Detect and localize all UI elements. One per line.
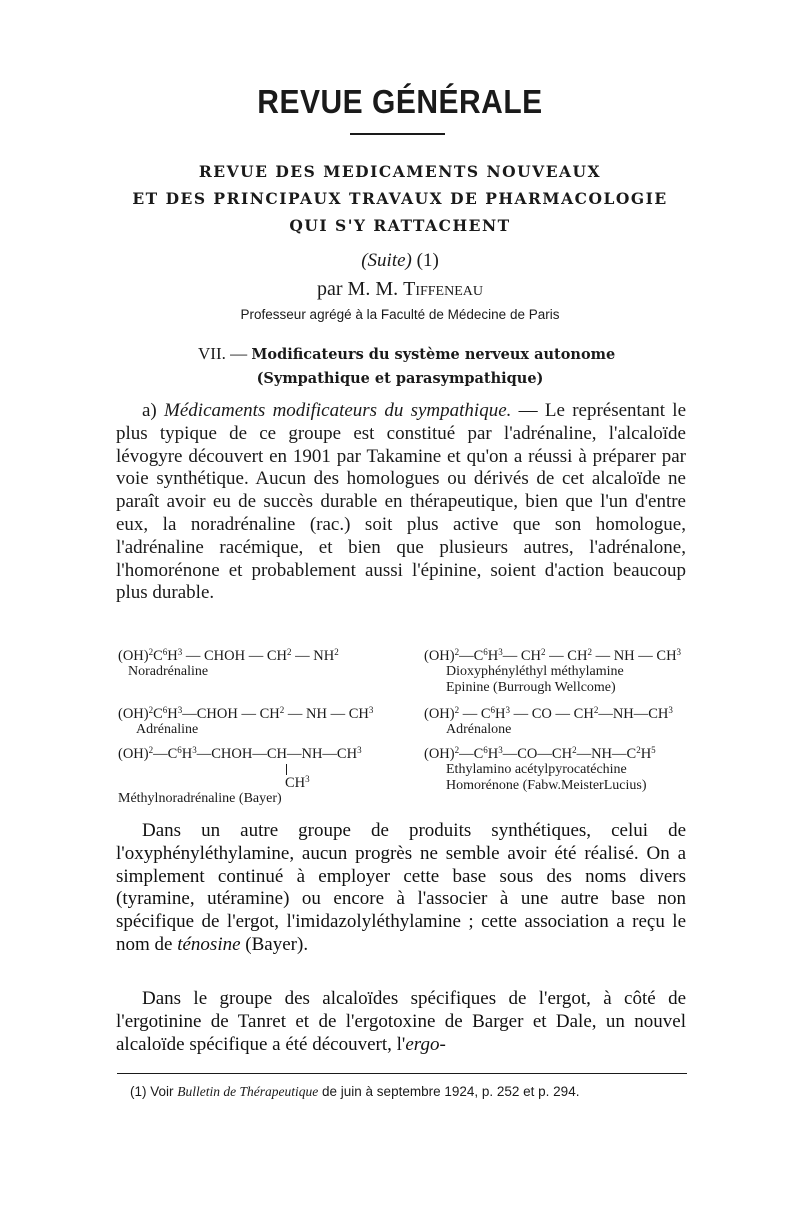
para1-lead: a) (142, 400, 157, 421)
section-title: Modificateurs du système nerveux autonome (251, 346, 616, 363)
para1-italic-heading: Médicaments modificateurs du sympathique. (164, 400, 512, 421)
formula-name: Ethylamino acétylpyrocatéchine (446, 762, 627, 777)
formula-name: Méthylnoradrénaline (Bayer) (118, 791, 282, 806)
formula-name: Dioxyphényléthyl méthylamine (446, 664, 624, 679)
para1-body: — Le représentant le plus typique de ce groupe est constitué par l'adrénaline, l'alcaloïde lévogyre découvert en 1901 par Takamine et qu'on a réussi à préparer par voie synthétique. Aucun des homologues ou dérivés de cet alcaloïde ne paraît avoir eu de succès durable en thérapeutique, bien que l'un d'entre eux, la noradrénaline (rac.) soit plus active que son homologue, l'adrénaline racémique, et bien que plusieurs autres, l'adrénalone, l'homorénone et probablement aussi l'épinine, soient d'action beaucoup plus durable. (116, 400, 687, 604)
footnote-mark: (1) (130, 1084, 147, 1099)
formula-noradrenaline: $(OH)^2C^6H^3$ — CHOH — $CH^2$ — $NH^2$ Noradrénaline (118, 647, 339, 679)
bond-line (286, 764, 287, 775)
formula-name: Homorénone (Fabw.MeisterLucius) (446, 778, 647, 793)
affiliation: Professeur agrégé à la Faculté de Médecine de Paris (240, 307, 560, 322)
formula-name: Epinine (Burrough Wellcome) (446, 680, 616, 695)
formula-name: Noradrénaline (128, 664, 209, 679)
para2-italic: ténosine (177, 933, 241, 955)
para2-body: Dans un autre groupe de produits synthétiques, celui de l'oxyphényléthylamine, aucun progrès ne semble avoir été réalisé. On a simplement continué à employer cette base sous des noms divers (tyramine, utéramine) ou encore à l'associer à une autre base non spécifique de l'ergot, l'imidazolyléthylamine ; cette association a reçu le nom de (116, 820, 686, 955)
formula-epinine: $(OH)^2—C^6H^3—$ $CH^2$ — $CH^2$ — NH — $CH^3$ Dioxyphényléthyl méthylamine Epinine (Burrough Wellcome) (424, 647, 682, 695)
page-title: REVUE GÉNÉRALE (257, 83, 543, 121)
subtitle-line-2: ET DES PRINCIPAUX TRAVAUX DE PHARMACOLOGIE (132, 189, 668, 208)
footnote-text: Voir (150, 1084, 178, 1099)
suite-line (0, 250, 800, 272)
suite-label: (Suite) (361, 250, 412, 271)
footnote (130, 1084, 579, 1100)
author-by: par M. M. (317, 278, 399, 300)
author-line (0, 278, 800, 301)
para3-body: Dans le groupe des alcaloïdes spécifiques de l'ergot, à côté de l'ergotinine de Tanret et de l'ergotoxine de Barger et Dale, un nouvel alcaloïde spécifique a été découvert, l' (116, 988, 686, 1055)
footnote-italic: Bulletin de Thérapeutique (177, 1084, 319, 1099)
paragraph-sympathique (116, 400, 686, 605)
para3-italic: ergo- (405, 1033, 446, 1055)
section-heading (198, 344, 615, 364)
formula-methylnoradrenaline: $(OH)^2—C^6H^3—CHOH—CH—NH—CH^3$ $CH^3$ Méthylnoradrénaline (Bayer) (118, 745, 362, 806)
footnote-rule (117, 1073, 687, 1074)
subtitle-line-1: REVUE DES MEDICAMENTS NOUVEAUX (198, 162, 602, 181)
paragraph-oxyphenylethylamine (116, 820, 686, 957)
subtitle-line-3: QUI S'Y RATTACHENT (289, 216, 511, 235)
formula-name: Adrénaline (136, 722, 199, 737)
section-subtitle: (Sympathique et parasympathique) (256, 370, 544, 387)
formula-adrenaline: $(OH)^2C^6H^3—CHOH$ — $CH^2$ — NH — $CH^3$ Adrénaline (118, 705, 374, 737)
suite-note-ref: (1) (416, 250, 439, 271)
title-rule (350, 133, 445, 135)
author-name: Tiffeneau (403, 278, 483, 300)
formula-homorenone: $(OH)^2—C^6H^3—CO—CH^2—NH—C^2H^5$ Ethylamino acétylpyrocatéchine Homorénone (Fabw.MeisterLucius) (424, 745, 656, 793)
formula-adrenalone: (OH)$^2$ — $C^6H^3$ — CO — $CH^2—NH—CH^3$ Adrénalone (424, 705, 673, 737)
footnote-text-end: de juin à septembre 1924, p. 252 et p. 294. (318, 1084, 580, 1099)
paragraph-ergot (116, 988, 686, 1056)
formula-name: Adrénalone (446, 722, 512, 737)
section-number: VII. — (198, 344, 248, 363)
para2-end: (Bayer). (240, 933, 309, 955)
